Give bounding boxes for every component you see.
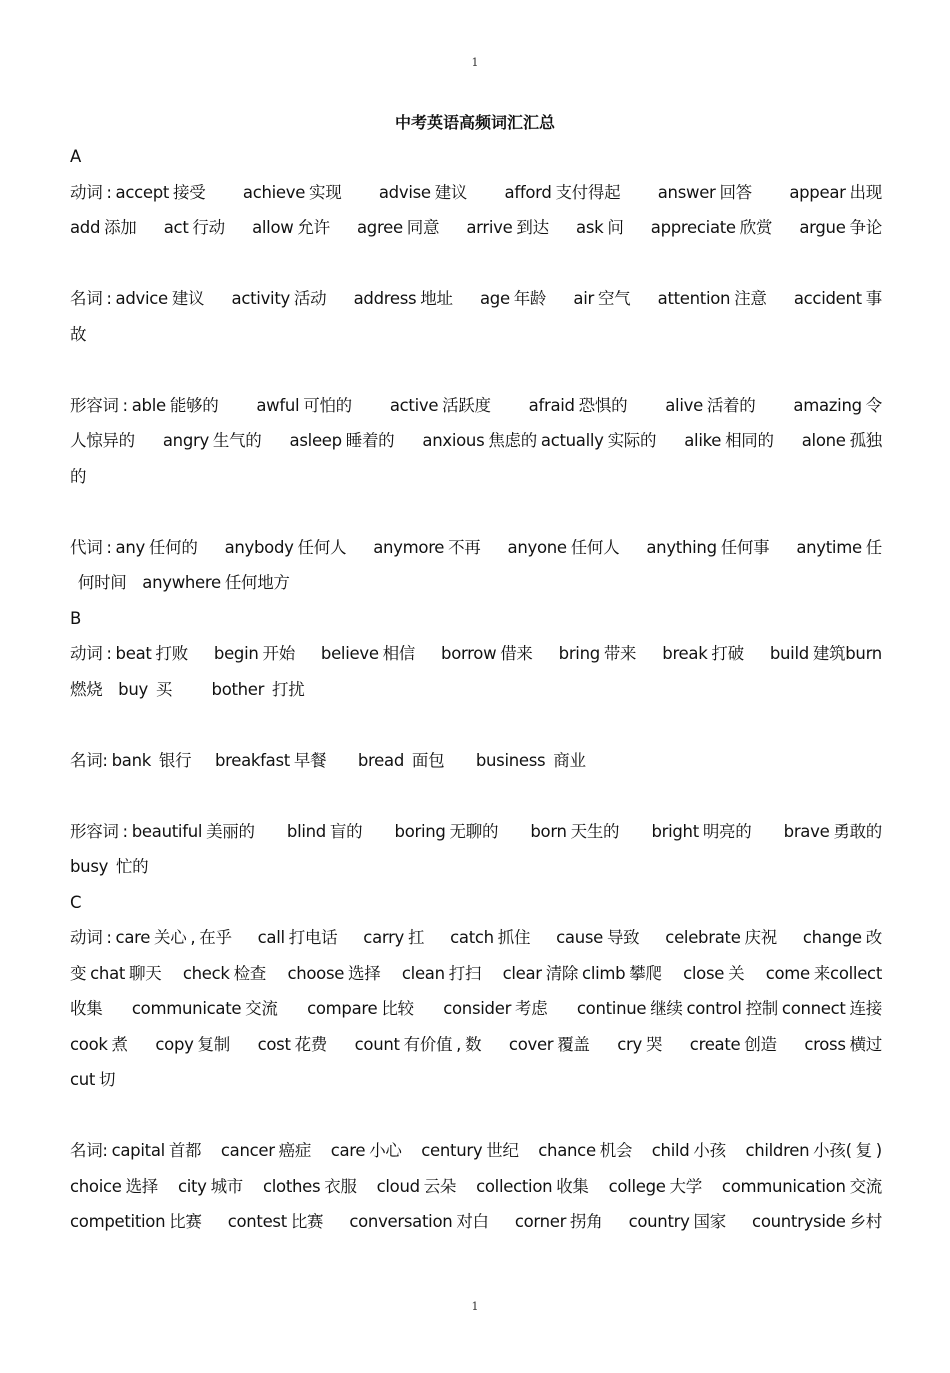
vocab-entry: awful 可怕的 (256, 395, 352, 415)
vocab-entry: appreciate 欣赏 (650, 218, 773, 237)
vocab-entry: care 小心 (330, 1141, 402, 1160)
vocab-entry: alive 活着的 (665, 395, 756, 415)
vocab-entry: country 国家 (628, 1212, 726, 1231)
vocab-entry: 何时间 anywhere 任何地方 (70, 573, 290, 592)
vocab-entry: act 行动 (163, 218, 225, 237)
vocab-entry: borrow 借来 (441, 644, 533, 663)
vocab-entry: angry 生气的 (162, 431, 262, 450)
vocab-entry: countryside 乡村 (752, 1212, 882, 1231)
vocab-entry: 变 chat 聊天 (70, 963, 162, 983)
vocab-line (70, 849, 882, 885)
vocab-line (70, 423, 882, 459)
vocab-entry: contest 比赛 (227, 1212, 324, 1231)
vocab-entry: alone 孤独 (801, 431, 882, 450)
vocab-entry: alike 相同的 (684, 431, 774, 450)
vocab-entry: bright 明亮的 (651, 821, 752, 841)
vocab-line (70, 565, 882, 601)
vocab-entry: college 大学 (608, 1176, 702, 1196)
vocab-line (70, 281, 882, 317)
blank-line (70, 1098, 882, 1134)
vocab-entry: come 来collect (765, 963, 882, 983)
vocab-entry: 名词: bank 银行 breakfast 早餐 bread 面包 business 商业 (70, 750, 586, 770)
vocab-line (70, 1062, 882, 1098)
vocab-entry: 燃烧 buy 买 bother 打扰 (70, 679, 305, 699)
vocab-line (70, 743, 882, 779)
vocab-entry: anybody 任何人 (224, 537, 347, 557)
vocab-entry: 形容词 : able 能够的 (70, 395, 219, 415)
blank-line (70, 352, 882, 388)
vocab-entry: continue 继续 control 控制 connect 连接 (576, 999, 882, 1018)
vocab-entry: chance 机会 (538, 1141, 633, 1160)
vocab-entry: 动词 : accept 接受 (70, 182, 206, 202)
vocab-entry: call 打电话 (257, 928, 338, 947)
vocab-line (70, 459, 882, 495)
vocab-line (70, 530, 882, 566)
vocab-line (70, 956, 882, 992)
vocab-entry: corner 拐角 (514, 1212, 603, 1231)
vocab-entry: count 有价值 , 数 (354, 1034, 482, 1054)
vocab-entry: amazing 令 (793, 395, 882, 415)
vocab-entry: anxious 焦虑的 actually 实际的 (422, 431, 657, 450)
vocab-entry: bring 带来 (558, 644, 637, 663)
vocab-entry: cut 切 (70, 1070, 116, 1089)
vocab-entry: 形容词 : beautiful 美丽的 (70, 821, 255, 841)
vocab-entry: answer 回答 (657, 182, 752, 202)
vocab-entry: active 活跃度 (389, 395, 491, 415)
page-number-bottom: 1 (471, 1300, 479, 1313)
vocab-entry: city 城市 (177, 1176, 243, 1196)
vocab-entry: advise 建议 (378, 182, 468, 202)
vocab-line (70, 1027, 882, 1063)
vocab-entry: anymore 不再 (373, 537, 481, 557)
vocab-entry: begin 开始 (213, 644, 295, 663)
vocab-entry: activity 活动 (231, 289, 327, 308)
vocab-entry: 收集 (70, 999, 103, 1018)
vocab-line (70, 672, 882, 708)
vocab-entry: afford 支付得起 (504, 182, 621, 202)
vocab-entry: collection 收集 (476, 1176, 589, 1196)
vocab-entry: communicate 交流 (131, 999, 278, 1018)
vocab-line (70, 1204, 882, 1240)
vocab-entry: asleep 睡着的 (289, 431, 395, 450)
section-letter: C (70, 892, 82, 912)
vocab-entry: create 创造 (689, 1034, 777, 1054)
vocab-line (70, 991, 882, 1027)
vocab-entry: conversation 对白 (349, 1212, 489, 1231)
document-title: 中考英语高频词汇汇总 (394, 113, 555, 132)
page-number-top: 1 (471, 56, 479, 69)
vocab-line (70, 210, 882, 246)
vocab-line (70, 175, 882, 211)
vocab-entry: anything 任何事 (646, 537, 770, 557)
vocab-entry: air 空气 (573, 289, 631, 308)
vocab-entry: change 改 (802, 928, 882, 947)
section-letter: B (70, 608, 82, 628)
vocab-entry: check 检查 (182, 963, 266, 983)
vocab-line (70, 636, 882, 672)
vocab-entry: clear 清除 climb 攀爬 (502, 963, 662, 983)
vocab-entry: 代词 : any 任何的 (70, 537, 198, 557)
vocab-line (70, 814, 882, 850)
vocab-line (70, 388, 882, 424)
vocab-entry: age 年龄 (479, 289, 547, 308)
vocab-entry: 的 (70, 466, 87, 486)
vocab-entry: cause 导致 (556, 928, 640, 947)
vocab-entry: afraid 恐惧的 (528, 395, 628, 415)
vocab-entry: break 打破 (662, 644, 744, 663)
vocab-entry: 人惊异的 (70, 431, 135, 450)
vocab-entry: celebrate 庆祝 (665, 928, 777, 947)
vocab-entry: brave 勇敢的 (783, 821, 882, 841)
blank-line (70, 494, 882, 530)
vocab-entry: 名词 : advice 建议 (70, 289, 205, 308)
vocab-entry: competition 比赛 (70, 1212, 202, 1231)
vocab-entry: copy 复制 (155, 1034, 230, 1054)
vocab-entry: consider 考虑 (443, 999, 548, 1018)
vocab-entry: argue 争论 (799, 218, 882, 237)
vocab-entry: believe 相信 (320, 644, 416, 663)
vocab-entry: carry 扛 (363, 928, 425, 947)
vocab-line (70, 920, 882, 956)
vocab-entry: busy 忙的 (70, 857, 149, 876)
vocab-entry: children 小孩( 复 ) (745, 1141, 882, 1160)
vocab-entry: agree 同意 (357, 218, 440, 237)
blank-line (70, 778, 882, 814)
vocabulary-list (70, 139, 882, 1240)
vocab-entry: cancer 癌症 (220, 1141, 312, 1160)
vocab-entry: close 关 (683, 963, 745, 983)
vocab-line (70, 317, 882, 353)
vocab-entry: cloud 云朵 (376, 1176, 457, 1196)
vocab-entry: communication 交流 (721, 1176, 882, 1196)
vocab-entry: accident 事 (793, 289, 882, 308)
vocab-entry: add 添加 (70, 218, 137, 237)
blank-line (70, 707, 882, 743)
vocab-entry: boring 无聊的 (394, 821, 499, 841)
vocab-entry: blind 盲的 (286, 821, 363, 841)
vocab-entry: clothes 衣服 (262, 1176, 357, 1196)
vocab-entry: attention 注意 (657, 289, 767, 308)
vocab-entry: address 地址 (353, 289, 453, 308)
vocab-entry: 动词 : care 关心 , 在乎 (70, 928, 232, 947)
vocab-entry: clean 打扫 (401, 963, 482, 983)
vocab-entry: cover 覆盖 (508, 1034, 590, 1054)
vocab-entry: cry 哭 (617, 1034, 663, 1054)
vocab-entry: anytime 任 (796, 537, 882, 557)
vocab-entry: compare 比较 (307, 999, 414, 1018)
vocab-entry: born 天生的 (530, 821, 620, 841)
vocab-entry: 名词: capital 首都 (70, 1141, 202, 1160)
vocab-entry: cook 煮 (70, 1034, 128, 1054)
vocab-entry: achieve 实现 (242, 182, 342, 202)
vocab-entry: build 建筑burn (769, 644, 882, 663)
vocab-entry: child 小孩 (651, 1141, 726, 1160)
vocab-entry: anyone 任何人 (507, 537, 620, 557)
vocab-entry: choice 选择 (70, 1176, 158, 1196)
vocab-line (70, 1133, 882, 1169)
vocab-entry: cost 花费 (257, 1034, 327, 1054)
blank-line (70, 246, 882, 282)
vocab-entry: appear 出现 (789, 182, 882, 202)
vocab-entry: arrive 到达 (466, 218, 549, 237)
vocab-entry: catch 抓住 (450, 928, 531, 947)
vocab-entry: allow 允许 (252, 218, 330, 237)
vocab-entry: century 世纪 (421, 1141, 519, 1160)
vocab-line (70, 1169, 882, 1205)
vocab-entry: choose 选择 (287, 963, 381, 983)
vocab-entry: 动词 : beat 打败 (70, 644, 188, 663)
section-letter: A (70, 147, 81, 166)
vocab-entry: ask 问 (576, 218, 624, 237)
vocab-entry: 故 (70, 324, 87, 344)
vocab-entry: cross 横过 (804, 1034, 882, 1054)
